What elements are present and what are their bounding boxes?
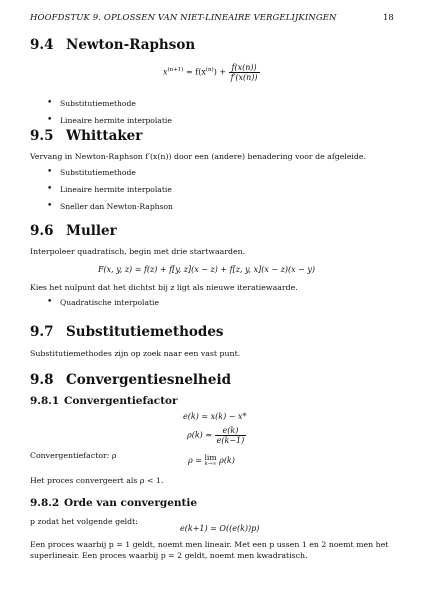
page-number: 18 xyxy=(383,13,394,23)
section-heading-9-6: 9.6 Muller xyxy=(30,223,117,239)
order-formula: e(k+1) = O((e(k))p) xyxy=(180,524,260,533)
paragraph: superlineair. Een proces waarbij p = 2 geldt, noemt men kwadratisch. xyxy=(30,551,308,560)
list-item: • Sneller dan Newton-Raphson xyxy=(47,201,173,211)
section-title: Newton-Raphson xyxy=(66,37,196,53)
list-item: • Quadratische interpolatie xyxy=(47,297,159,307)
paragraph: Kies het nulpunt dat het dichtst bij z ligt als nieuwe iteratiewaarde. xyxy=(30,283,298,292)
subsection-heading-9-8-2: 9.8.2 Orde van convergentie xyxy=(30,497,198,509)
convergence-factor-formula: ρ(k) = $\frac{e(k)}{e(k-1)}$ xyxy=(187,426,245,445)
section-number: 9.4 xyxy=(30,37,54,53)
limit-formula: ρ = lim k→∞ ρ(k) xyxy=(188,453,235,467)
paragraph: Vervang in Newton-Raphson f′(x(n)) door een (andere) benadering voor de afgeleide. xyxy=(30,152,367,161)
paragraph: p zodat het volgende geldt: xyxy=(30,517,138,526)
section-heading-9-5: 9.5 Whittaker xyxy=(30,128,143,144)
paragraph: Convergentiefactor: ρ xyxy=(30,451,117,460)
running-header: HOOFDSTUK 9. OPLOSSEN VAN NIET-LINEAIRE VERGELIJKINGEN xyxy=(30,13,337,23)
bullet-list-9-5 xyxy=(47,167,173,219)
section-heading-9-7: 9.7 Substitutiemethodes xyxy=(30,324,224,340)
list-item: • Lineaire hermite interpolatie xyxy=(47,115,172,125)
list-item: • Lineaire hermite interpolatie xyxy=(47,184,172,194)
list-item: • Substitutiemethode xyxy=(47,167,136,177)
paragraph: Het proces convergeert als ρ < 1. xyxy=(30,476,164,485)
section-heading-9-8: 9.8 Convergentiesnelheid xyxy=(30,372,232,388)
section-heading-9-4 xyxy=(30,37,195,53)
subsection-heading-9-8-1: 9.8.1 Convergentiefactor xyxy=(30,395,178,407)
muller-formula: F(x, y, z) = f(z) + f[y, z](x − z) + f[z, y, x](x − z)(x − y) xyxy=(98,265,316,274)
bullet-list-9-6 xyxy=(47,297,159,315)
error-definition: e(k) = x(k) − x* xyxy=(183,412,247,421)
paragraph: Substitutiemethodes zijn op zoek naar een vast punt. xyxy=(30,349,241,358)
paragraph: Een proces waarbij p = 1 geldt, noemt men lineair. Met een p ussen 1 en 2 noemt men het xyxy=(30,540,389,549)
list-item: • Substitutiemethode xyxy=(47,98,136,108)
newton-raphson-formula: $x^{(n+1)} = f(x^{(n)})$ + $\frac{f(x(n))}{f'(x(n))}$ xyxy=(163,63,258,82)
paragraph: Interpoleer quadratisch, begin met drie startwaarden. xyxy=(30,247,246,256)
